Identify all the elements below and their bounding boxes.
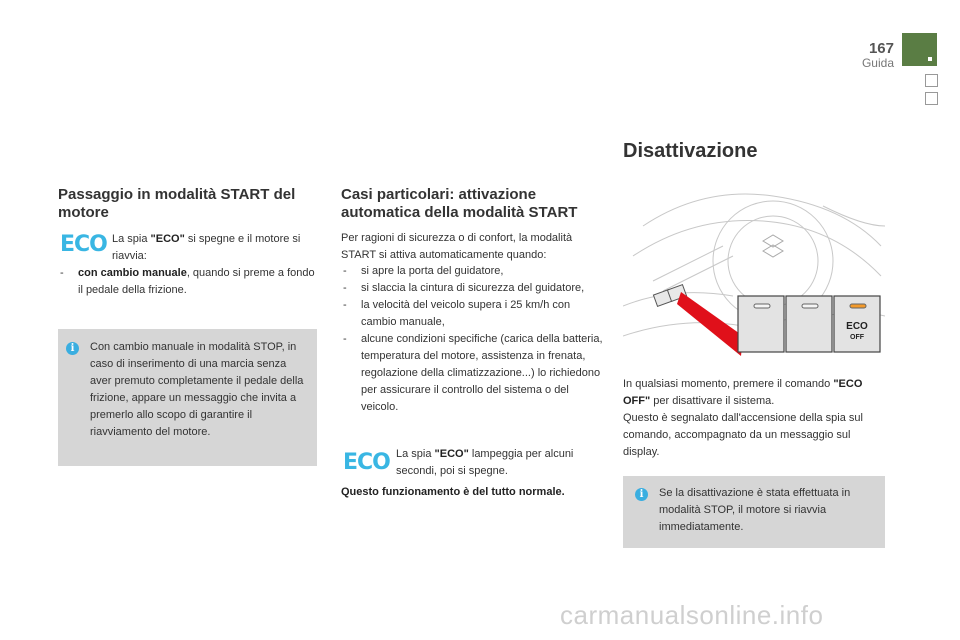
- dashboard-illustration: [623, 186, 885, 364]
- page-number: 167: [868, 40, 894, 57]
- col2-title: Casi particolari: attivazione automatica della modalità START: [341, 186, 578, 221]
- switch-eco-label: ECO: [846, 321, 868, 332]
- list-item: - si apre la porta del guidatore,: [341, 263, 603, 280]
- col3-title: Disattivazione: [623, 140, 758, 162]
- list-item: - la velocità del veicolo supera i 25 km/h con cambio manuale,: [341, 297, 603, 331]
- col1-info-box: [58, 329, 317, 466]
- info-icon: i: [66, 342, 79, 355]
- dashboard-switch-diagram: [623, 186, 885, 364]
- nav-square-2: [925, 92, 938, 105]
- col3-text: In qualsiasi momento, premere il comando "ECO OFF" per disattivare il sistema.: [623, 378, 863, 407]
- col3-info-text: Se la disattivazione è stata effettuata in modalità STOP, il motore si riavvia immediatamente.: [659, 487, 851, 533]
- list-item: - si slaccia la cintura di sicurezza del guidatore,: [341, 280, 603, 297]
- nav-square-1: [925, 74, 938, 87]
- watermark: carmanualsonline.info: [560, 600, 824, 630]
- chapter-label: Guida: [861, 56, 894, 70]
- info-icon: i: [635, 488, 648, 501]
- col3-info-box: [623, 476, 885, 548]
- col2-intro: Per ragioni di sicurezza o di confort, la modalità START si attiva automaticamente quando:: [341, 232, 573, 261]
- eco-warning-icon: ECO: [343, 450, 390, 475]
- switch-off-label: OFF: [850, 334, 864, 341]
- list-item: - alcune condizioni specifiche (carica della batteria, temperatura del motore, assistenza in frenata, regolazione della climatizzazione...) lo richiedono per assicurare il controllo del sistema o del veicolo.: [341, 331, 603, 416]
- col1-item: - con cambio manuale, quando si preme a fondo il pedale della frizione.: [58, 265, 320, 299]
- col1-info-text: Con cambio manuale in modalità STOP, in caso di inserimento di una marcia senza aver premuto completamente il pedale della frizione, appare un messaggio che invita a premerlo allo scopo di garantire il riavviamento del motore.: [90, 341, 304, 438]
- col1-spia-text: La spia "ECO" si spegne e il motore si riavvia:: [112, 233, 301, 262]
- col2-spia-text: La spia "ECO" lampeggia per alcuni secondi, poi si spegne.: [396, 448, 574, 477]
- col2-normal-note: Questo funzionamento è del tutto normale.: [341, 486, 565, 498]
- chapter-tab: [902, 33, 937, 66]
- col1-title: Passaggio in modalità START del motore: [58, 186, 296, 221]
- eco-warning-icon: ECO: [60, 232, 107, 257]
- col2-list: [341, 263, 603, 416]
- col3-text2: Questo è segnalato dall'accensione della spia sul comando, accompagnato da un messaggio sul display.: [623, 412, 863, 458]
